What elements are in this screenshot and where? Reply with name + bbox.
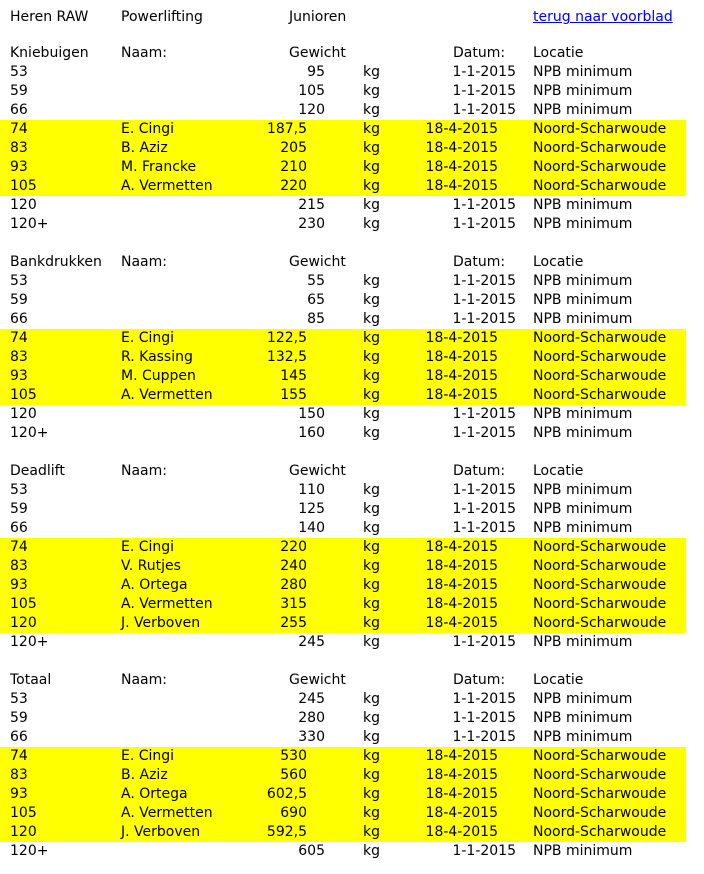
lifted-weight: 530: [280, 748, 307, 764]
record-location: NPB minimum: [533, 64, 633, 80]
weight-class: 53: [10, 273, 28, 289]
column-header-date: Datum:: [453, 672, 506, 688]
weight-class: 120+: [10, 216, 49, 232]
record-row: [0, 196, 704, 215]
record-location: NPB minimum: [533, 729, 633, 745]
weight-class: 83: [10, 349, 28, 365]
lifted-weight: 215: [298, 197, 325, 213]
lifted-weight: 690: [280, 805, 307, 821]
section-deadlift: [0, 462, 704, 652]
column-header-name: Naam:: [121, 254, 167, 270]
weight-unit: kg: [363, 425, 380, 441]
record-row: [0, 272, 704, 291]
weight-unit: kg: [363, 387, 380, 403]
record-location: NPB minimum: [533, 311, 633, 327]
record-location: NPB minimum: [533, 843, 633, 859]
record-location: Noord-Scharwoude: [533, 786, 667, 802]
header-age-group: Junioren: [289, 9, 347, 25]
record-row: [0, 215, 704, 234]
record-location: NPB minimum: [533, 273, 633, 289]
lifted-weight: 132,5: [266, 349, 307, 365]
weight-unit: kg: [363, 824, 380, 840]
lifted-weight: 240: [280, 558, 307, 574]
record-location: Noord-Scharwoude: [533, 330, 667, 346]
record-date: 18-4-2015: [425, 159, 498, 175]
record-date: 1-1-2015: [452, 843, 516, 859]
athlete-name: A. Vermetten: [121, 387, 213, 403]
record-date: 1-1-2015: [452, 102, 516, 118]
record-location: NPB minimum: [533, 501, 633, 517]
section-bankdrukken: [0, 253, 704, 443]
record-location: NPB minimum: [533, 425, 633, 441]
record-location: Noord-Scharwoude: [533, 539, 667, 555]
lifted-weight: 95: [307, 64, 325, 80]
weight-unit: kg: [363, 520, 380, 536]
record-row: [0, 709, 704, 728]
record-location: Noord-Scharwoude: [533, 767, 667, 783]
weight-unit: kg: [363, 197, 380, 213]
back-to-home-link[interactable]: terug naar voorblad: [533, 9, 673, 25]
weight-class: 74: [10, 748, 28, 764]
record-row: [0, 519, 704, 538]
weight-class: 120+: [10, 425, 49, 441]
athlete-name: A. Vermetten: [121, 805, 213, 821]
lifted-weight: 125: [298, 501, 325, 517]
weight-class: 59: [10, 501, 28, 517]
column-header-name: Naam:: [121, 463, 167, 479]
record-row-highlighted: [0, 329, 686, 348]
lifted-weight: 65: [307, 292, 325, 308]
record-date: 18-4-2015: [425, 368, 498, 384]
record-location: Noord-Scharwoude: [533, 577, 667, 593]
column-header-location: Locatie: [533, 463, 584, 479]
weight-class: 74: [10, 539, 28, 555]
lifted-weight: 602,5: [266, 786, 307, 802]
record-date: 18-4-2015: [425, 824, 498, 840]
record-location: Noord-Scharwoude: [533, 748, 667, 764]
weight-unit: kg: [363, 178, 380, 194]
lifted-weight: 110: [298, 482, 325, 498]
record-location: Noord-Scharwoude: [533, 558, 667, 574]
athlete-name: A. Ortega: [121, 577, 188, 593]
weight-unit: kg: [363, 292, 380, 308]
weight-class: 59: [10, 83, 28, 99]
record-date: 1-1-2015: [452, 520, 516, 536]
weight-class: 120+: [10, 843, 49, 859]
record-date: 18-4-2015: [425, 577, 498, 593]
section-title: Deadlift: [10, 463, 65, 479]
weight-class: 74: [10, 330, 28, 346]
record-location: NPB minimum: [533, 520, 633, 536]
record-location: NPB minimum: [533, 292, 633, 308]
weight-class: 105: [10, 805, 37, 821]
athlete-name: A. Vermetten: [121, 178, 213, 194]
record-location: NPB minimum: [533, 406, 633, 422]
record-row: [0, 481, 704, 500]
record-date: 1-1-2015: [452, 710, 516, 726]
record-date: 1-1-2015: [452, 425, 516, 441]
column-header-weight: Gewicht: [289, 45, 346, 61]
record-row-highlighted: [0, 614, 686, 633]
weight-unit: kg: [363, 159, 380, 175]
record-location: NPB minimum: [533, 691, 633, 707]
athlete-name: A. Ortega: [121, 786, 188, 802]
weight-class: 66: [10, 311, 28, 327]
record-location: Noord-Scharwoude: [533, 159, 667, 175]
weight-unit: kg: [363, 805, 380, 821]
weight-unit: kg: [363, 710, 380, 726]
record-row-highlighted: [0, 367, 686, 386]
lifted-weight: 280: [280, 577, 307, 593]
weight-unit: kg: [363, 216, 380, 232]
weight-unit: kg: [363, 596, 380, 612]
record-location: Noord-Scharwoude: [533, 387, 667, 403]
record-location: Noord-Scharwoude: [533, 615, 667, 631]
athlete-name: V. Rutjes: [121, 558, 181, 574]
weight-class: 120: [10, 615, 37, 631]
lifted-weight: 160: [298, 425, 325, 441]
record-date: 18-4-2015: [425, 596, 498, 612]
section-title: Kniebuigen: [10, 45, 89, 61]
athlete-name: E. Cingi: [121, 330, 175, 346]
record-location: Noord-Scharwoude: [533, 349, 667, 365]
weight-unit: kg: [363, 368, 380, 384]
record-row: [0, 842, 704, 861]
athlete-name: J. Verboven: [121, 824, 201, 840]
weight-unit: kg: [363, 501, 380, 517]
lifted-weight: 605: [298, 843, 325, 859]
record-row-highlighted: [0, 595, 686, 614]
record-row: [0, 500, 704, 519]
weight-unit: kg: [363, 729, 380, 745]
record-row-highlighted: [0, 804, 686, 823]
section-totaal: [0, 671, 704, 861]
lifted-weight: 150: [298, 406, 325, 422]
lifted-weight: 330: [298, 729, 325, 745]
weight-unit: kg: [363, 748, 380, 764]
record-date: 18-4-2015: [425, 805, 498, 821]
record-location: Noord-Scharwoude: [533, 368, 667, 384]
column-header-date: Datum:: [453, 254, 506, 270]
record-date: 18-4-2015: [425, 121, 498, 137]
record-row: [0, 690, 704, 709]
weight-class: 120: [10, 824, 37, 840]
athlete-name: B. Aziz: [121, 140, 168, 156]
lifted-weight: 560: [280, 767, 307, 783]
weight-class: 83: [10, 140, 28, 156]
record-row: [0, 101, 704, 120]
record-location: NPB minimum: [533, 102, 633, 118]
column-header-weight: Gewicht: [289, 254, 346, 270]
record-location: Noord-Scharwoude: [533, 805, 667, 821]
athlete-name: J. Verboven: [121, 615, 201, 631]
record-row: [0, 63, 704, 82]
weight-unit: kg: [363, 102, 380, 118]
lifted-weight: 220: [280, 539, 307, 555]
weight-class: 53: [10, 64, 28, 80]
lifted-weight: 187,5: [266, 121, 307, 137]
weight-unit: kg: [363, 140, 380, 156]
record-row: [0, 424, 704, 443]
record-row-highlighted: [0, 766, 686, 785]
athlete-name: E. Cingi: [121, 748, 175, 764]
record-location: NPB minimum: [533, 216, 633, 232]
lifted-weight: 592,5: [266, 824, 307, 840]
record-date: 1-1-2015: [452, 292, 516, 308]
record-row-highlighted: [0, 538, 686, 557]
record-date: 1-1-2015: [452, 64, 516, 80]
weight-unit: kg: [363, 482, 380, 498]
lifted-weight: 140: [298, 520, 325, 536]
column-header-weight: Gewicht: [289, 463, 346, 479]
record-date: 1-1-2015: [452, 729, 516, 745]
weight-class: 74: [10, 121, 28, 137]
weight-class: 66: [10, 102, 28, 118]
column-header-weight: Gewicht: [289, 672, 346, 688]
column-header-name: Naam:: [121, 45, 167, 61]
record-date: 1-1-2015: [452, 273, 516, 289]
record-date: 1-1-2015: [452, 197, 516, 213]
weight-class: 93: [10, 159, 28, 175]
record-row-highlighted: [0, 348, 686, 367]
column-header-name: Naam:: [121, 672, 167, 688]
record-row-highlighted: [0, 785, 686, 804]
record-date: 1-1-2015: [452, 501, 516, 517]
athlete-name: B. Aziz: [121, 767, 168, 783]
weight-class: 83: [10, 558, 28, 574]
record-date: 1-1-2015: [452, 406, 516, 422]
weight-class: 66: [10, 520, 28, 536]
record-row-highlighted: [0, 139, 686, 158]
record-date: 18-4-2015: [425, 748, 498, 764]
record-date: 1-1-2015: [452, 216, 516, 232]
weight-class: 53: [10, 691, 28, 707]
record-date: 18-4-2015: [425, 615, 498, 631]
lifted-weight: 315: [280, 596, 307, 612]
record-location: NPB minimum: [533, 197, 633, 213]
record-location: NPB minimum: [533, 710, 633, 726]
lifted-weight: 55: [307, 273, 325, 289]
record-row-highlighted: [0, 823, 686, 842]
lifted-weight: 155: [280, 387, 307, 403]
section-header: [0, 462, 704, 481]
athlete-name: E. Cingi: [121, 539, 175, 555]
header-sport: Powerlifting: [121, 9, 203, 25]
weight-unit: kg: [363, 311, 380, 327]
lifted-weight: 245: [298, 691, 325, 707]
section-title: Bankdrukken: [10, 254, 102, 270]
record-date: 18-4-2015: [425, 767, 498, 783]
athlete-name: A. Vermetten: [121, 596, 213, 612]
weight-class: 93: [10, 786, 28, 802]
column-header-location: Locatie: [533, 672, 584, 688]
weight-class: 93: [10, 368, 28, 384]
weight-unit: kg: [363, 273, 380, 289]
weight-unit: kg: [363, 406, 380, 422]
record-date: 1-1-2015: [452, 311, 516, 327]
record-row: [0, 82, 704, 101]
weight-unit: kg: [363, 691, 380, 707]
record-row-highlighted: [0, 747, 686, 766]
record-row-highlighted: [0, 557, 686, 576]
lifted-weight: 245: [298, 634, 325, 650]
record-date: 18-4-2015: [425, 349, 498, 365]
record-row-highlighted: [0, 177, 686, 196]
record-location: Noord-Scharwoude: [533, 824, 667, 840]
record-row-highlighted: [0, 158, 686, 177]
athlete-name: E. Cingi: [121, 121, 175, 137]
column-header-date: Datum:: [453, 45, 506, 61]
lifted-weight: 122,5: [266, 330, 307, 346]
weight-class: 120+: [10, 634, 49, 650]
section-header: [0, 44, 704, 63]
athlete-name: R. Kassing: [121, 349, 193, 365]
record-row-highlighted: [0, 120, 686, 139]
page-header: [0, 0, 704, 28]
record-date: 18-4-2015: [425, 140, 498, 156]
record-date: 18-4-2015: [425, 558, 498, 574]
weight-class: 105: [10, 178, 37, 194]
athlete-name: M. Francke: [121, 159, 197, 175]
record-row: [0, 633, 704, 652]
record-location: Noord-Scharwoude: [533, 178, 667, 194]
section-header: [0, 253, 704, 272]
weight-class: 66: [10, 729, 28, 745]
weight-class: 59: [10, 710, 28, 726]
column-header-date: Datum:: [453, 463, 506, 479]
weight-class: 53: [10, 482, 28, 498]
record-location: NPB minimum: [533, 634, 633, 650]
record-date: 1-1-2015: [452, 691, 516, 707]
header-category: Heren RAW: [10, 9, 89, 25]
lifted-weight: 255: [280, 615, 307, 631]
weight-unit: kg: [363, 634, 380, 650]
lifted-weight: 120: [298, 102, 325, 118]
weight-unit: kg: [363, 577, 380, 593]
record-date: 1-1-2015: [452, 634, 516, 650]
weight-unit: kg: [363, 349, 380, 365]
record-date: 18-4-2015: [425, 178, 498, 194]
weight-unit: kg: [363, 330, 380, 346]
weight-unit: kg: [363, 539, 380, 555]
section-header: [0, 671, 704, 690]
lifted-weight: 205: [280, 140, 307, 156]
record-date: 1-1-2015: [452, 83, 516, 99]
record-date: 18-4-2015: [425, 330, 498, 346]
record-date: 18-4-2015: [425, 387, 498, 403]
weight-unit: kg: [363, 767, 380, 783]
record-location: NPB minimum: [533, 482, 633, 498]
lifted-weight: 85: [307, 311, 325, 327]
lifted-weight: 105: [298, 83, 325, 99]
record-date: 18-4-2015: [425, 786, 498, 802]
lifted-weight: 280: [298, 710, 325, 726]
record-date: 1-1-2015: [452, 482, 516, 498]
weight-unit: kg: [363, 558, 380, 574]
weight-unit: kg: [363, 843, 380, 859]
weight-unit: kg: [363, 83, 380, 99]
record-row-highlighted: [0, 386, 686, 405]
weight-unit: kg: [363, 64, 380, 80]
record-location: Noord-Scharwoude: [533, 596, 667, 612]
record-location: Noord-Scharwoude: [533, 121, 667, 137]
weight-unit: kg: [363, 615, 380, 631]
weight-unit: kg: [363, 786, 380, 802]
lifted-weight: 145: [280, 368, 307, 384]
weight-class: 105: [10, 596, 37, 612]
lifted-weight: 220: [280, 178, 307, 194]
record-date: 18-4-2015: [425, 539, 498, 555]
lifted-weight: 210: [280, 159, 307, 175]
weight-class: 120: [10, 197, 37, 213]
record-location: NPB minimum: [533, 83, 633, 99]
weight-class: 93: [10, 577, 28, 593]
weight-unit: kg: [363, 121, 380, 137]
record-row-highlighted: [0, 576, 686, 595]
record-row: [0, 291, 704, 310]
record-location: Noord-Scharwoude: [533, 140, 667, 156]
record-row: [0, 728, 704, 747]
record-row: [0, 405, 704, 424]
section-kniebuigen: [0, 44, 704, 234]
record-row: [0, 310, 704, 329]
athlete-name: M. Cuppen: [121, 368, 196, 384]
column-header-location: Locatie: [533, 45, 584, 61]
weight-class: 105: [10, 387, 37, 403]
lifted-weight: 230: [298, 216, 325, 232]
section-title: Totaal: [10, 672, 52, 688]
weight-class: 83: [10, 767, 28, 783]
weight-class: 59: [10, 292, 28, 308]
column-header-location: Locatie: [533, 254, 584, 270]
weight-class: 120: [10, 406, 37, 422]
